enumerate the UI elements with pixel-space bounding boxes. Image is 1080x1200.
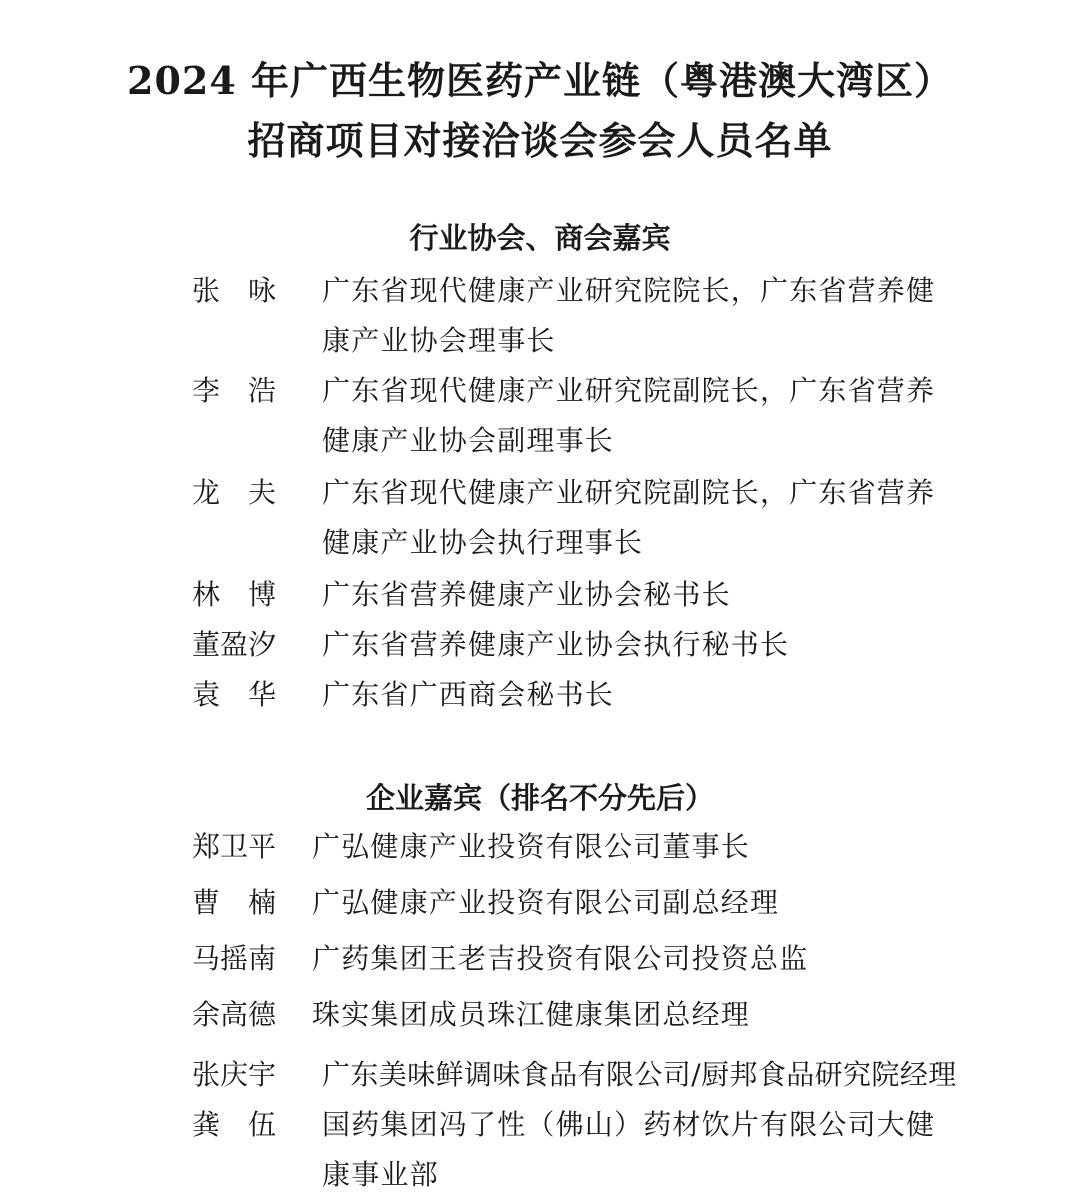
person-title: 广药集团王老吉投资有限公司投资总监: [312, 942, 809, 975]
person-name: 曹 楠: [192, 886, 277, 919]
list-item: [192, 934, 972, 984]
list-item: [192, 266, 972, 370]
list-item: [192, 1050, 972, 1100]
person-title: 广东省现代健康产业研究院副院长，广东省营养健康产业协会副理事长: [322, 374, 936, 457]
person-name: 张 咏: [192, 274, 277, 307]
document-title-line-2: 招商项目对接洽谈会参会人员名单: [247, 118, 833, 163]
section-heading: 行业协会、商会嘉宾: [409, 221, 671, 255]
person-title: 国药集团冯了性（佛山）药材饮片有限公司大健康事业部: [322, 1108, 936, 1191]
section-heading: 企业嘉宾（排名不分先后）: [365, 781, 714, 815]
person-name: 龚 伍: [192, 1108, 277, 1141]
person-name: 林 博: [192, 578, 277, 611]
person-name: 董盈汐: [192, 628, 277, 661]
person-name: 袁 华: [192, 678, 277, 711]
person-title: 广东省现代健康产业研究院副院长，广东省营养健康产业协会执行理事长: [322, 476, 936, 559]
list-item: [192, 878, 972, 928]
list-item: [192, 990, 972, 1040]
list-item: [192, 570, 972, 620]
list-item: [192, 670, 972, 720]
person-name: 郑卫平: [192, 830, 277, 863]
person-title: 广东省营养健康产业协会秘书长: [322, 578, 731, 611]
person-name: 龙 夫: [192, 476, 277, 509]
document-title-line-1: 2024 年广西生物医药产业链（粤港澳大湾区）: [127, 58, 953, 103]
person-name: 马摇南: [192, 942, 277, 975]
list-item: [192, 1100, 972, 1190]
list-item: [192, 822, 972, 872]
person-name: 张庆宇: [192, 1058, 277, 1091]
person-title: 广东省营养健康产业协会执行秘书长: [322, 628, 790, 661]
person-title: 广弘健康产业投资有限公司董事长: [312, 830, 751, 863]
person-title: 广东美味鲜调味食品有限公司/厨邦食品研究院经理: [322, 1058, 957, 1091]
list-item: [192, 620, 972, 670]
person-title: 广东省现代健康产业研究院院长，广东省营养健康产业协会理事长: [322, 274, 936, 357]
person-name: 余高德: [192, 998, 277, 1031]
person-title: 广东省广西商会秘书长: [322, 678, 615, 711]
person-title: 广弘健康产业投资有限公司副总经理: [312, 886, 780, 919]
person-name: 李 浩: [192, 374, 277, 407]
person-title: 珠实集团成员珠江健康集团总经理: [312, 998, 751, 1031]
list-item: [192, 468, 972, 572]
list-item: [192, 366, 972, 470]
